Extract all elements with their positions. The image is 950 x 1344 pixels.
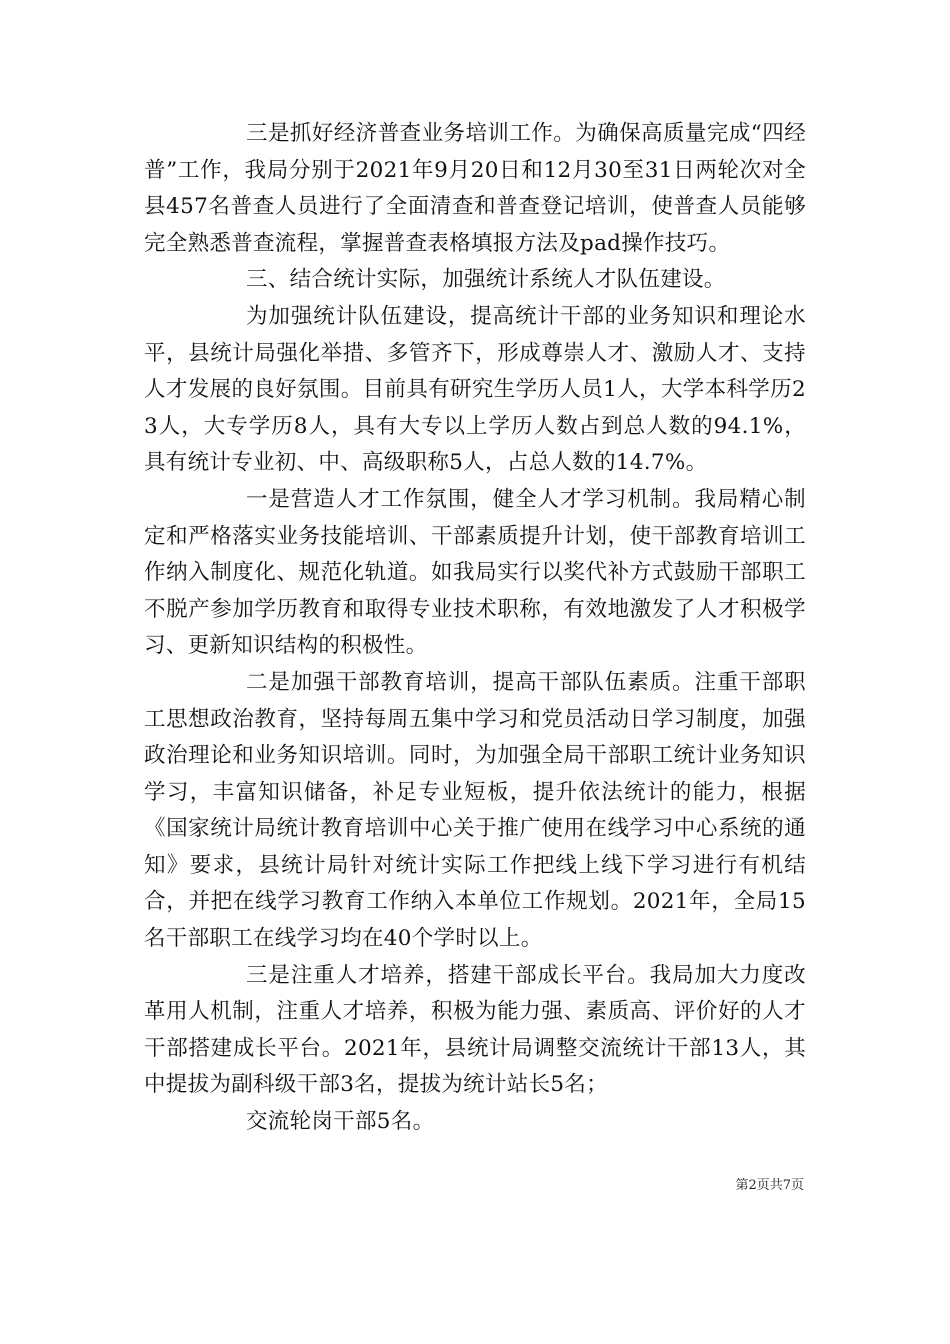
- paragraph-team-overview: 为加强统计队伍建设，提高统计干部的业务知识和理论水平，县统计局强化举措、多管齐下，形成尊崇人才、激励人才、支持人才发展的良好氛围。目前具有研究生学历人员1人，大学本科学历23人，大专学历8人，具有大专以上学历人数占到总人数的94.1%，具有统计专业初、中、高级职称5人，占总人数的14.7%。: [144, 303, 806, 476]
- paragraph-cadre-training: 二是加强干部教育培训，提高干部队伍素质。注重干部职工思想政治教育，坚持每周五集中学习和党员活动日学习制度，加强政治理论和业务知识培训。同时，为加强全局干部职工统计业务知识学习，丰富知识储备，补足专业短板，提升依法统计的能力，根据《国家统计局统计教育培训中心关于推广使用在线学习中心系统的通知》要求，县统计局针对统计实际工作把线上线下学习进行有机结合，并把在线学习教育工作纳入本单位工作规划。2021年，全局15名干部职工在线学习均在40个学时以上。: [144, 669, 806, 952]
- page-number-footer: 第2页共7页: [735, 1178, 804, 1193]
- paragraph-learning-mechanism: 一是营造人才工作氛围，健全人才学习机制。我局精心制定和严格落实业务技能培训、干部素质提升计划，使干部教育培训工作纳入制度化、规范化轨道。如我局实行以奖代补方式鼓励干部职工不脱产参加学历教育和取得专业技术职称，有效地激发了人才积极学习、更新知识结构的积极性。: [144, 486, 806, 659]
- paragraph-rotation: 交流轮岗干部5名。: [246, 1109, 435, 1135]
- paragraph-economic-census-training: 三是抓好经济普查业务培训工作。为确保高质量完成“四经普”工作，我局分别于2021年9月20日和12月30至31日两轮次对全县457名普查人员进行了全面清查和普查登记培训，使普查人员能够完全熟悉普查流程，掌握普查表格填报方法及pad操作技巧。: [144, 121, 806, 256]
- section-heading-talent-team: 三、结合统计实际，加强统计系统人才队伍建设。: [246, 267, 726, 293]
- paragraph-talent-cultivation: 三是注重人才培养，搭建干部成长平台。我局加大力度改革用人机制，注重人才培养，积极为能力强、素质高、评价好的人才干部搭建成长平台。2021年，县统计局调整交流统计干部13人，其中提拔为副科级干部3名，提拔为统计站长5名；: [144, 962, 806, 1098]
- document-body: [144, 116, 806, 1141]
